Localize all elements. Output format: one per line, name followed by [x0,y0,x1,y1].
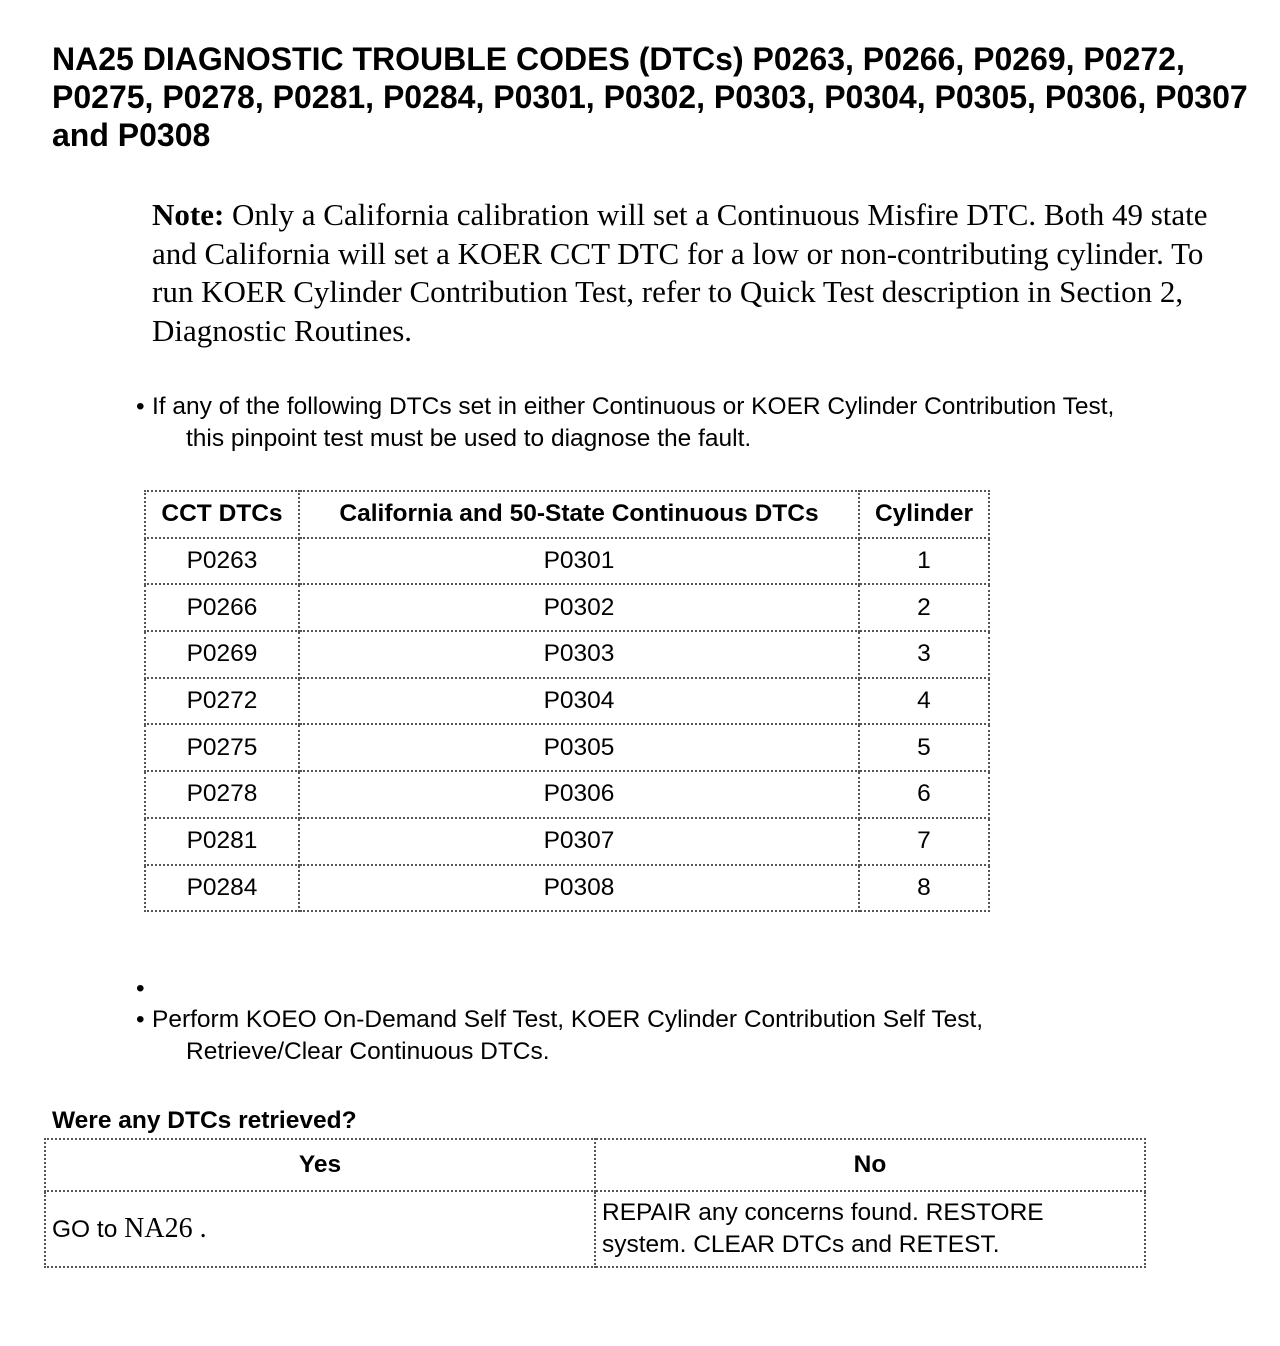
table-row [45,1191,1145,1267]
table-row [145,631,989,678]
na26-link[interactable]: NA26 . [124,1212,207,1244]
continuous-dtc-cell: P0307 [299,818,859,865]
bullet-text: If any of the following DTCs set in either Continuous or KOER Cylinder Contribution Test, [152,393,1115,420]
column-header-no: No [595,1139,1145,1191]
yes-action-prefix: GO to [52,1215,118,1243]
bullet-icon: • [136,975,145,1002]
table-row [145,678,989,725]
continuous-dtc-cell: P0308 [299,865,859,912]
table-header-row [145,491,989,538]
bullet-text-continued: this pinpoint test must be used to diagnose the fault. [186,425,752,452]
list-item-perform-tests [136,1004,1266,1068]
cct-dtc-cell: P0275 [145,724,299,771]
answer-table [44,1138,1146,1268]
cct-dtc-cell: P0263 [145,538,299,585]
continuous-dtc-cell: P0305 [299,724,859,771]
cylinder-cell: 3 [859,631,989,678]
continuous-dtc-cell: P0301 [299,538,859,585]
column-header-continuous: California and 50-State Continuous DTCs [299,491,859,538]
note-label: Note: [152,197,225,232]
note-paragraph [152,196,1242,350]
cylinder-cell: 6 [859,771,989,818]
column-header-yes: Yes [45,1139,595,1191]
bullet-icon: • [136,393,145,420]
cct-dtc-cell: P0281 [145,818,299,865]
cct-dtc-cell: P0278 [145,771,299,818]
table-row [145,584,989,631]
table-row [145,818,989,865]
column-header-cylinder: Cylinder [859,491,989,538]
cylinder-cell: 7 [859,818,989,865]
column-header-cct: CCT DTCs [145,491,299,538]
cylinder-cell: 8 [859,865,989,912]
cylinder-cell: 5 [859,724,989,771]
page-title: NA25 DIAGNOSTIC TROUBLE CODES (DTCs) P0263, P0266, P0269, P0272, P0275, P0278, P0281, P0284, P0301, P0302, P0303, P0304, P0305, P0306, P0307 and P0308 [52,41,1248,153]
question-heading: Were any DTCs retrieved? [52,1107,357,1134]
no-action-line-1: REPAIR any concerns found. RESTORE [602,1199,1044,1226]
dtc-table [144,490,990,912]
note-text: Only a California calibration will set a Continuous Misfire DTC. Both 49 state and California will set a KOER CCT DTC for a low or non-contributing cylinder. To run KOER Cylinder Contribution Test, refer to Quick Test description in Section 2, Diagnostic Routines. [152,197,1208,348]
yes-action-cell [45,1191,595,1267]
cct-dtc-cell: P0284 [145,865,299,912]
cylinder-cell: 4 [859,678,989,725]
table-row [145,538,989,585]
list-item-dtc-usage [136,391,1266,455]
continuous-dtc-cell: P0303 [299,631,859,678]
table-row [145,724,989,771]
continuous-dtc-cell: P0304 [299,678,859,725]
cct-dtc-cell: P0266 [145,584,299,631]
continuous-dtc-cell: P0302 [299,584,859,631]
cct-dtc-cell: P0272 [145,678,299,725]
continuous-dtc-cell: P0306 [299,771,859,818]
cct-dtc-cell: P0269 [145,631,299,678]
bullet-text: Perform KOEO On-Demand Self Test, KOER Cylinder Contribution Self Test, [152,1006,984,1033]
bullet-text-continued: Retrieve/Clear Continuous DTCs. [186,1038,550,1065]
no-action-cell [595,1191,1145,1267]
table-row [145,771,989,818]
cylinder-cell: 2 [859,584,989,631]
table-header-row [45,1139,1145,1191]
table-row [145,865,989,912]
cylinder-cell: 1 [859,538,989,585]
no-action-line-2: system. CLEAR DTCs and RETEST. [602,1231,1000,1258]
bullet-icon: • [136,1006,145,1033]
